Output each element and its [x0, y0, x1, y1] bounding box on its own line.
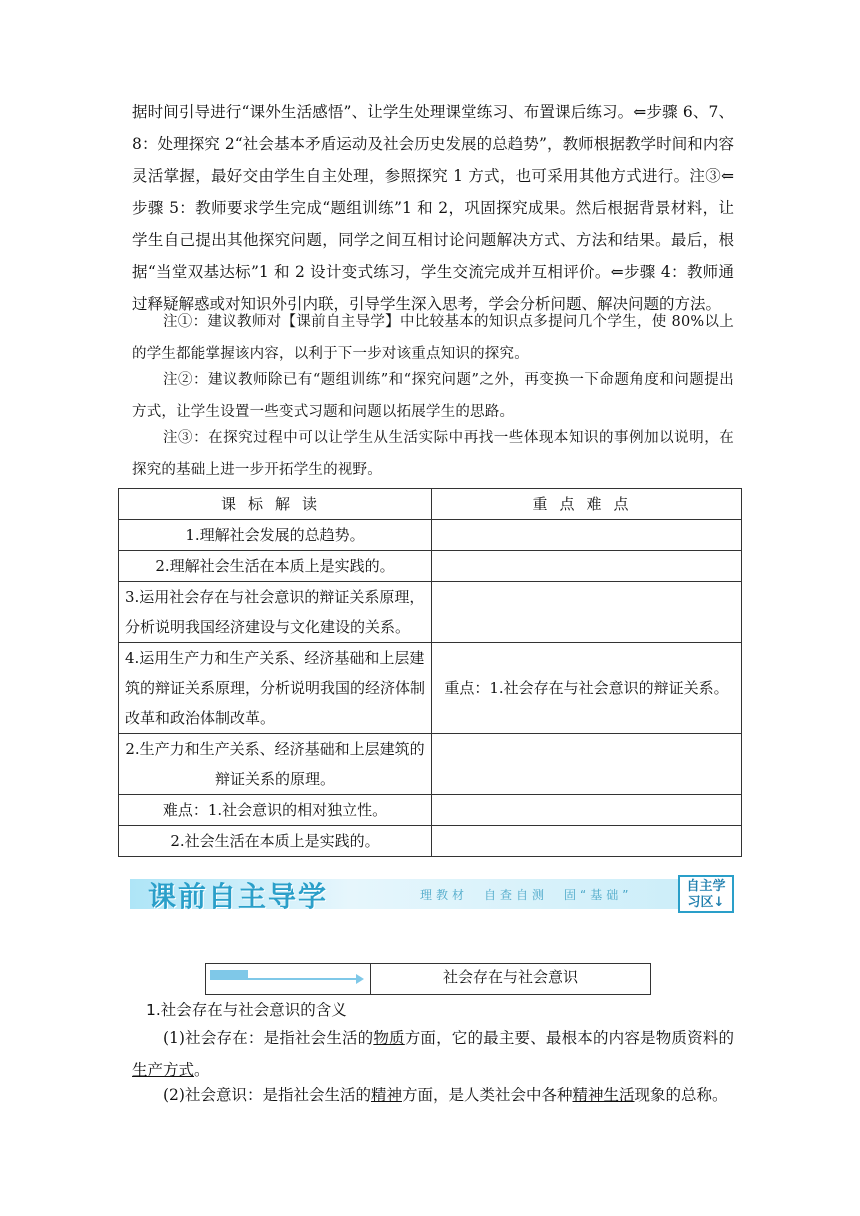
header-key-points: 重点难点 [432, 489, 742, 520]
def2-end: 现象的总称。 [634, 1086, 728, 1104]
table-cell-empty [432, 582, 742, 643]
def1-middle: 方面，它的最主要、最根本的内容是物质资料的 [404, 1029, 734, 1047]
table-cell-empty [432, 795, 742, 826]
table-cell-empty [432, 826, 742, 857]
table-cell: 3.运用社会存在与社会意识的辩证关系原理，分析说明我国经济建设与文化建设的关系。 [119, 582, 432, 643]
table-row [119, 826, 742, 857]
definition-1 [132, 1022, 734, 1086]
topic-title: 社会存在与社会意识 [442, 968, 578, 986]
arrow-right-icon [356, 974, 364, 984]
note-3: 注③：在探究过程中可以让学生从生活实际中再找一些体现本知识的事例加以说明，在探究的基础上进一步开拓学生的视野。 [132, 430, 734, 478]
table-cell: 1.理解社会发展的总趋势。 [119, 520, 432, 551]
table-row [119, 551, 742, 582]
table-cell: 2.理解社会生活在本质上是实践的。 [119, 551, 432, 582]
def2-middle: 方面，是人类社会中各种 [401, 1086, 573, 1104]
table-row [119, 520, 742, 551]
table-cell-empty [432, 551, 742, 582]
key-point-cell: 重点：1.社会存在与社会意识的辩证关系。 [432, 643, 742, 734]
table-cell-empty [432, 734, 742, 795]
def1-end: 。 [194, 1061, 210, 1079]
table-header-row [119, 489, 742, 520]
banner-subtitle: 理教材 自查自测 固“基础” [420, 888, 633, 902]
def1-underlined-term-2: 生产方式 [132, 1061, 195, 1079]
table-cell-empty [432, 520, 742, 551]
table-cell: 2.生产力和生产关系、经济基础和上层建筑的辩证关系的原理。 [119, 734, 432, 795]
table-row [119, 582, 742, 643]
header-standards: 课标解读 [119, 489, 432, 520]
def2-prefix: (2)社会意识：是指社会生活的 [163, 1086, 371, 1104]
note-2: 注②：建议教师除已有“题组训练”和“探究问题”之外，再变换一下命题角度和问题提出方式，让学生设置一些变式习题和问题以拓展学生的思路。 [132, 372, 734, 420]
table-row [119, 795, 742, 826]
intro-paragraph: 据时间引导进行“课外生活感悟”、让学生处理课堂练习、布置课后练习。⇐步骤 6、7、8：处理探究 2“社会基本矛盾运动及社会历史发展的总趋势”，教师根据教学时间和内容灵活掌握，最好交由学生自主处理，参照探究 1 方式，也可采用其他方式进行。注③⇐步骤 5：教师要求学生完成“题组训练”1 和 2，巩固探究成果。然后根据背景材料，让学生自己提出其他探究问题，同学之间互相讨论问题解决方式、方法和结果。最后，根据“当堂双基达标”1 和 2 设计变式练习，学生交流完成并互相评价。⇐步骤 4：教师通过释疑解惑或对知识外引内联，引导学生深入思考，学会分析问题、解决问题的方法。 [132, 103, 734, 313]
badge-line-1: 自主学 [686, 879, 726, 894]
self-study-badge [678, 875, 734, 913]
table-cell: 2.社会生活在本质上是实践的。 [119, 826, 432, 857]
note-1: 注①：建议教师对【课前自主导学】中比较基本的知识点多提问几个学生，使 80%以上的学生都能掌握该内容，以利于下一步对该重点知识的探究。 [132, 314, 734, 362]
table-row [119, 734, 742, 795]
banner-title: 课前自主导学 [148, 880, 329, 913]
def2-underlined-term-2: 精神生活 [572, 1086, 635, 1104]
topic-box [205, 963, 651, 995]
section-heading: 1.社会存在与社会意识的含义 [146, 1001, 347, 1019]
definition-2 [132, 1079, 734, 1111]
badge-line-2: 习区↓ [687, 895, 725, 910]
topic-tag-graphic [206, 964, 371, 994]
tag-line [210, 978, 358, 980]
table-row [119, 643, 742, 734]
standards-table [118, 488, 742, 857]
def1-prefix: (1)社会存在：是指社会生活的 [163, 1029, 374, 1047]
section-banner [130, 873, 736, 915]
def1-underlined-term: 物质 [373, 1029, 405, 1047]
table-cell: 难点：1.社会意识的相对独立性。 [119, 795, 432, 826]
def2-underlined-term: 精神 [370, 1086, 402, 1104]
table-cell: 4.运用生产力和生产关系、经济基础和上层建筑的辩证关系原理，分析说明我国的经济体制改革和政治体制改革。 [119, 643, 432, 734]
